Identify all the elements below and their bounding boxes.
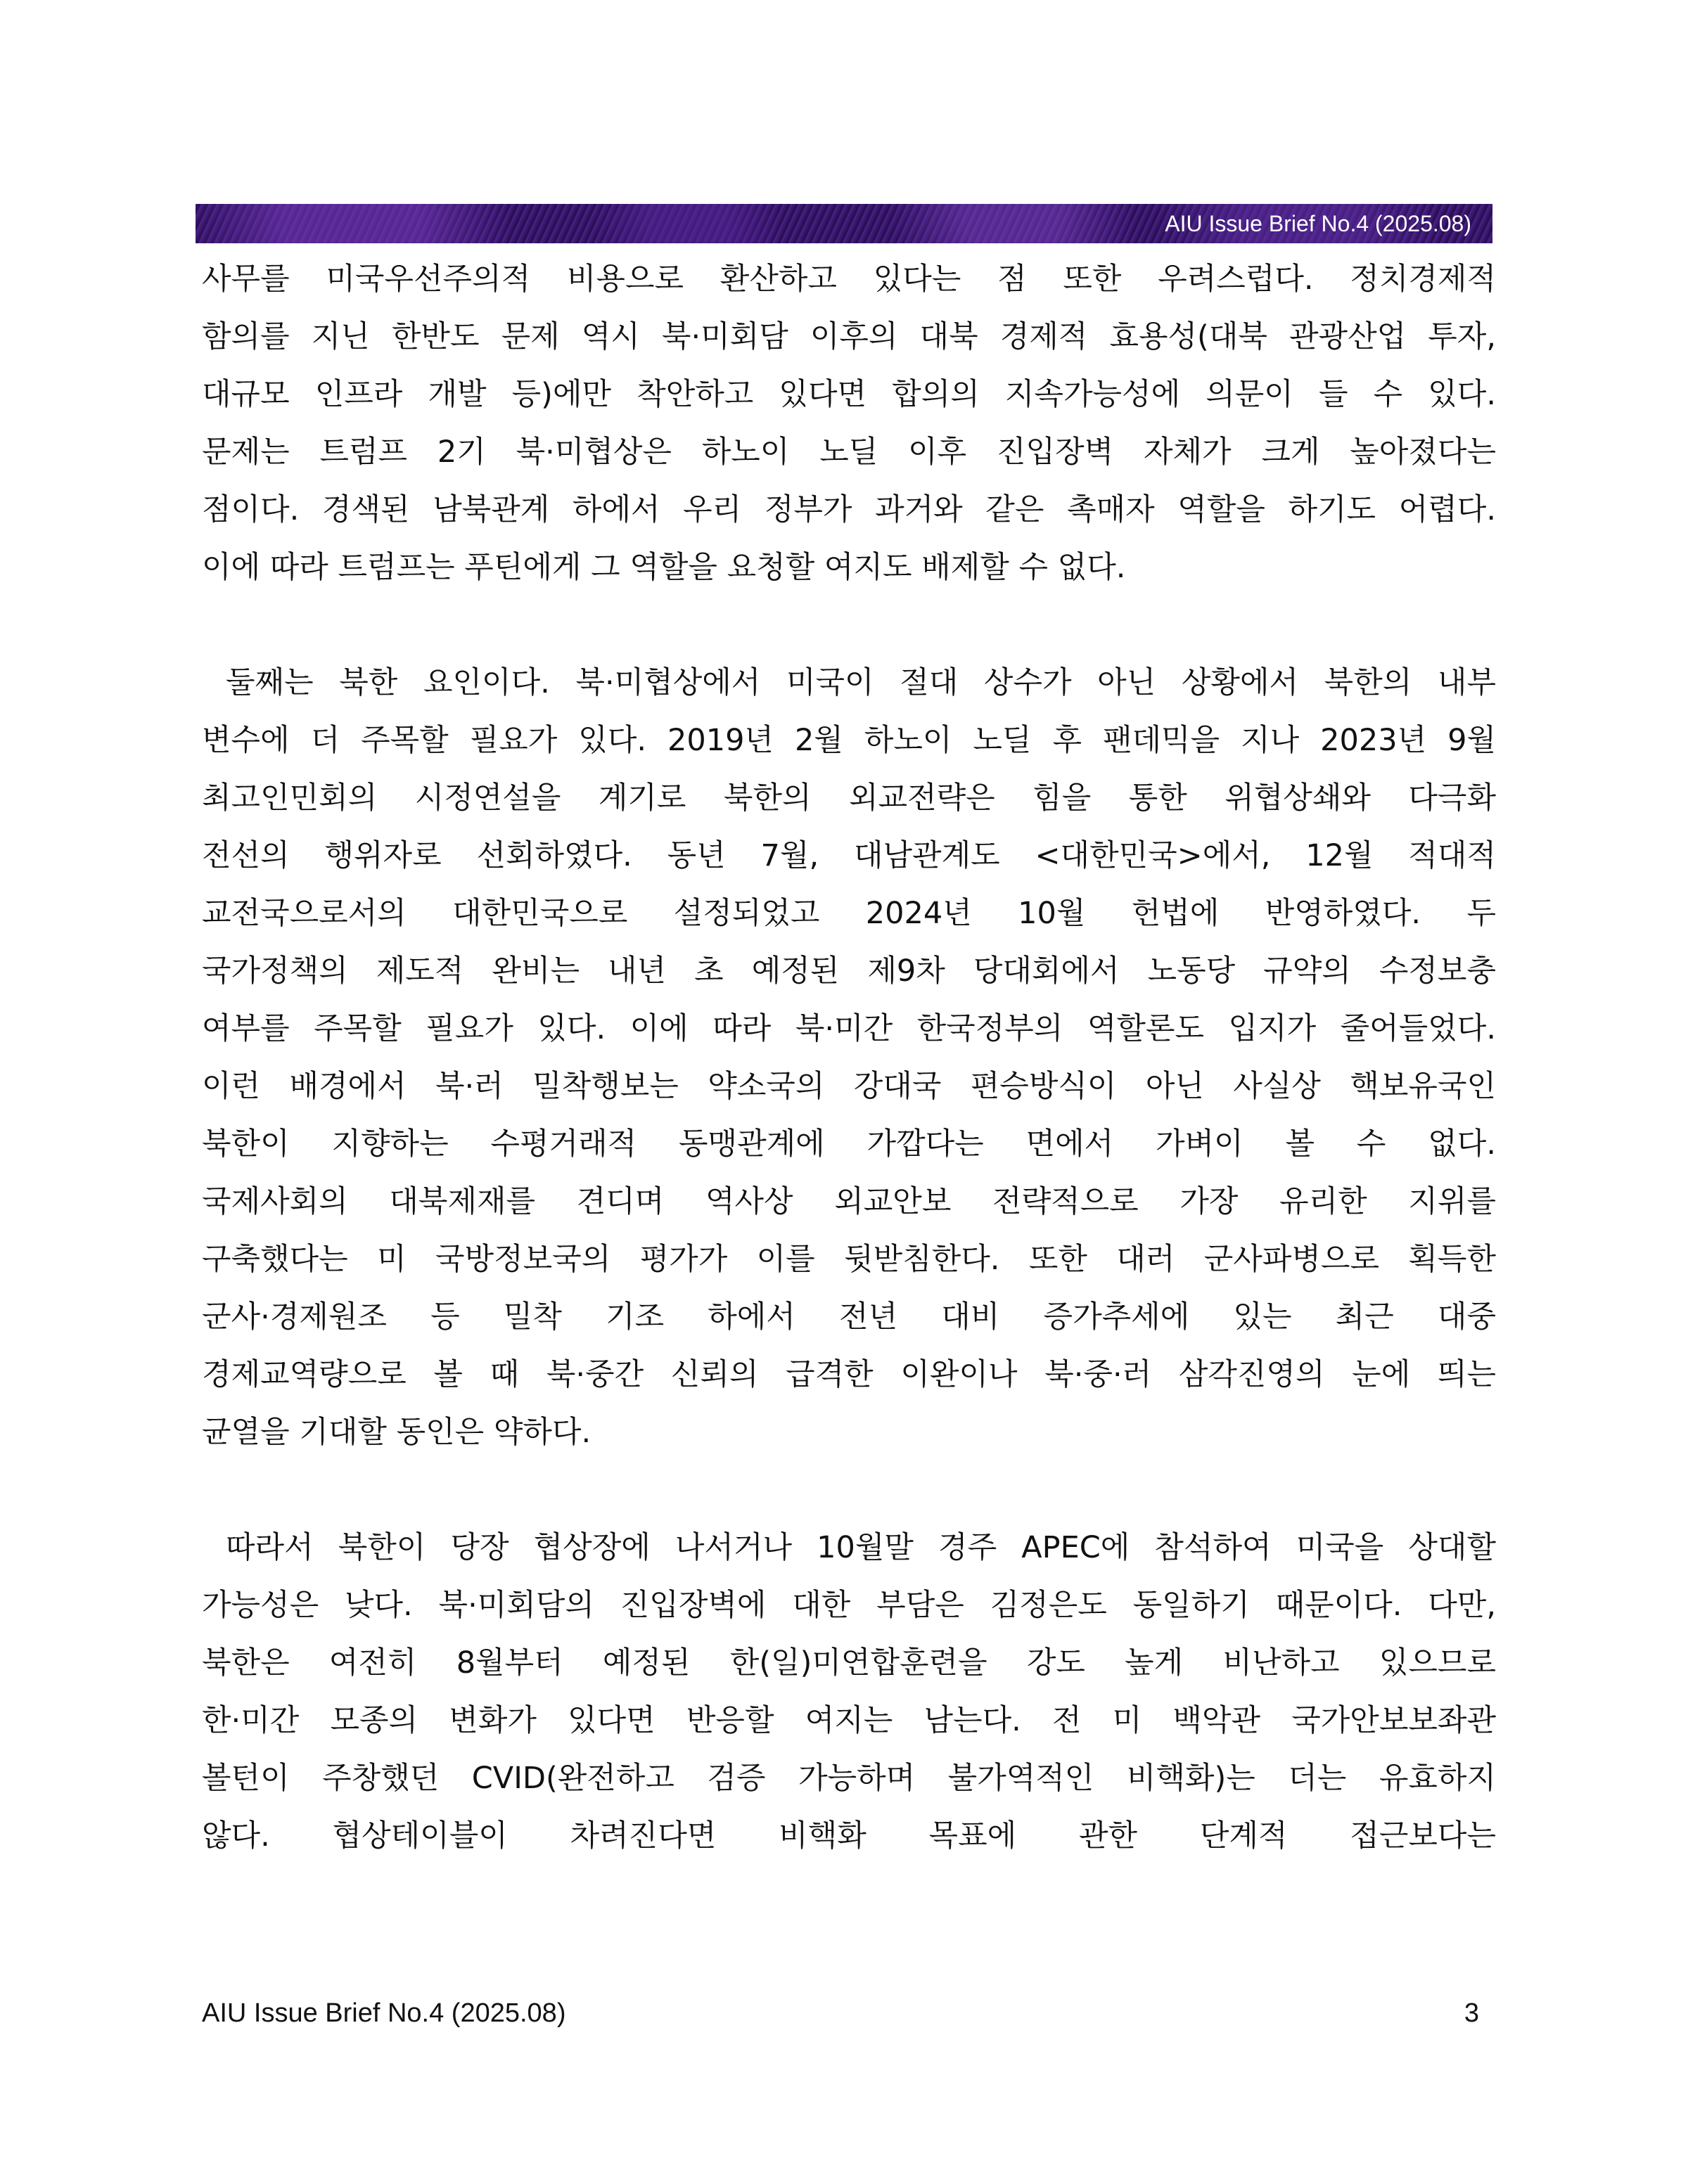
text-line: 교전국으로서의 대한민국으로 설정되었고 2024년 10월 헌법에 반영하였다. 두	[202, 896, 1496, 931]
text-line: 가능성은 낮다. 북·미회담의 진입장벽에 대한 부담은 김정은도 동일하기 때문이다. 다만,	[202, 1588, 1496, 1623]
text-line: 전선의 행위자로 선회하였다. 동년 7월, 대남관계도 <대한민국>에서, 12월 적대적	[202, 838, 1496, 873]
text-line: 구축했다는 미 국방정보국의 평가가 이를 뒷받침한다. 또한 대러 군사파병으로 획득한	[202, 1242, 1496, 1277]
text-line: 변수에 더 주목할 필요가 있다. 2019년 2월 하노이 노딜 후 팬데믹을 지나 2023년 9월	[202, 723, 1496, 758]
paragraph-spacer	[202, 596, 1496, 654]
text-line: 이에 따라 트럼프는 푸틴에게 그 역할을 요청할 여지도 배제할 수 없다.	[202, 550, 1126, 585]
text-line: 함의를 지닌 한반도 문제 역시 북·미회담 이후의 대북 경제적 효용성(대북 관광산업 투자,	[202, 319, 1496, 354]
text-line: 여부를 주목할 필요가 있다. 이에 따라 북·미간 한국정부의 역할론도 입지가 줄어들었다.	[202, 1011, 1496, 1046]
text-line: 볼턴이 주창했던 CVID(완전하고 검증 가능하며 불가역적인 비핵화)는 더는 유효하지	[202, 1761, 1496, 1796]
text-line: 국가정책의 제도적 완비는 내년 초 예정된 제9차 당대회에서 노동당 규약의 수정보충	[202, 953, 1496, 989]
paragraph-1	[202, 250, 1496, 596]
text-line: 균열을 기대할 동인은 약하다.	[202, 1415, 592, 1450]
text-line: 이런 배경에서 북·러 밀착행보는 약소국의 강대국 편승방식이 아닌 사실상 핵보유국인	[202, 1069, 1496, 1104]
header-banner	[196, 204, 1492, 243]
text-line: 문제는 트럼프 2기 북·미협상은 하노이 노딜 이후 진입장벽 자체가 크게 높아졌다는	[202, 435, 1496, 470]
document-body	[202, 250, 1496, 1865]
text-line: 북한이 지향하는 수평거래적 동맹관계에 가깝다는 면에서 가벼이 볼 수 없다.	[202, 1126, 1496, 1162]
text-line: 경제교역량으로 볼 때 북·중간 신뢰의 급격한 이완이나 북·중·러 삼각진영의 눈에 띄는	[202, 1357, 1496, 1392]
text-line: 따라서 북한이 당장 협상장에 나서거나 10월말 경주 APEC에 참석하여 미국을 상대할	[226, 1530, 1496, 1565]
paragraph-spacer	[202, 1461, 1496, 1519]
header-title: AIU Issue Brief No.4 (2025.08)	[1165, 211, 1471, 236]
page-number: 3	[1464, 1998, 1479, 2028]
paragraph-3	[202, 1519, 1496, 1865]
text-line: 않다. 협상테이블이 차려진다면 비핵화 목표에 관한 단계적 접근보다는	[202, 1818, 1496, 1854]
text-line: 대규모 인프라 개발 등)에만 착안하고 있다면 합의의 지속가능성에 의문이 들 수 있다.	[202, 377, 1496, 412]
page-footer	[202, 1996, 1479, 2031]
text-line: 최고인민회의 시정연설을 계기로 북한의 외교전략은 힘을 통한 위협상쇄와 다극화	[202, 781, 1496, 816]
text-line: 점이다. 경색된 남북관계 하에서 우리 정부가 과거와 같은 촉매자 역할을 하기도 어렵다.	[202, 492, 1496, 527]
text-line: 국제사회의 대북제재를 견디며 역사상 외교안보 전략적으로 가장 유리한 지위를	[202, 1184, 1496, 1219]
text-line: 둘째는 북한 요인이다. 북·미협상에서 미국이 절대 상수가 아닌 상황에서 북한의 내부	[226, 665, 1496, 700]
paragraph-2	[202, 654, 1496, 1461]
text-line: 북한은 여전히 8월부터 예정된 한(일)미연합훈련을 강도 높게 비난하고 있으므로	[202, 1645, 1496, 1681]
text-line: 군사·경제원조 등 밀착 기조 하에서 전년 대비 증가추세에 있는 최근 대중	[202, 1299, 1496, 1335]
text-line: 한·미간 모종의 변화가 있다면 반응할 여지는 남는다. 전 미 백악관 국가안보보좌관	[202, 1703, 1496, 1738]
footer-title: AIU Issue Brief No.4 (2025.08)	[202, 1998, 566, 2028]
text-line: 사무를 미국우선주의적 비용으로 환산하고 있다는 점 또한 우려스럽다. 정치경제적	[202, 262, 1496, 297]
